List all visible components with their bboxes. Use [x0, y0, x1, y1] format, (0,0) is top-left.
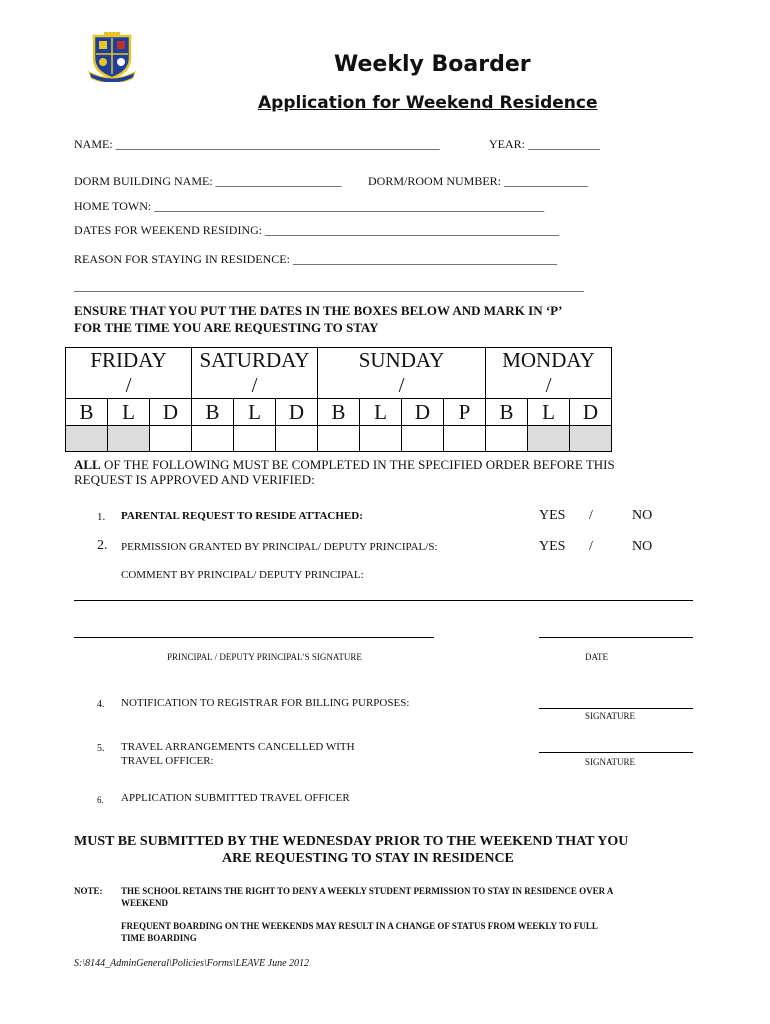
- date-box-monday[interactable]: /: [486, 373, 612, 399]
- signature-label: SIGNATURE: [585, 711, 636, 721]
- mark-box[interactable]: [192, 426, 234, 452]
- yes-no-separator: /: [589, 539, 593, 554]
- file-path: S:\8144_AdminGeneral\Policies\Forms\LEAVE June 2012: [74, 958, 310, 969]
- date-box-friday[interactable]: /: [66, 373, 192, 399]
- day-saturday: SATURDAY: [192, 348, 318, 374]
- year-field[interactable]: YEAR: ____________: [489, 137, 600, 151]
- meal-label: D: [150, 399, 192, 426]
- day-friday: FRIDAY: [66, 348, 192, 374]
- note-2-line-1: FREQUENT BOARDING ON THE WEEKENDS MAY RESULT IN A CHANGE OF STATUS FROM WEEKLY TO FULL: [121, 921, 598, 931]
- meal-label: L: [234, 399, 276, 426]
- mark-box[interactable]: [528, 426, 570, 452]
- weekend-schedule-table: [65, 347, 612, 452]
- dates-field[interactable]: DATES FOR WEEKEND RESIDING: _________________________________________________: [74, 223, 560, 237]
- mark-box[interactable]: [444, 426, 486, 452]
- instruction-line-1: ENSURE THAT YOU PUT THE DATES IN THE BOXES BELOW AND MARK IN ‘P’: [74, 303, 563, 318]
- mark-box[interactable]: [360, 426, 402, 452]
- requirements-intro-rest: OF THE FOLLOWING MUST BE COMPLETED IN THE SPECIFIED ORDER BEFORE THIS: [100, 457, 615, 472]
- mark-box[interactable]: [402, 426, 444, 452]
- yes-option[interactable]: YES: [539, 539, 566, 554]
- mark-box[interactable]: [318, 426, 360, 452]
- mark-box[interactable]: [276, 426, 318, 452]
- meal-label: B: [192, 399, 234, 426]
- yes-option[interactable]: YES: [539, 508, 566, 523]
- mark-box[interactable]: [570, 426, 612, 452]
- note-1-line-1: THE SCHOOL RETAINS THE RIGHT TO DENY A WEEKLY STUDENT PERMISSION TO STAY IN RESIDENCE OVER A: [121, 886, 614, 896]
- form-title: Weekly Boarder: [334, 52, 531, 77]
- mark-box[interactable]: [486, 426, 528, 452]
- school-crest-logo: [86, 32, 138, 82]
- item-travel-cancelled-line-2: TRAVEL OFFICER:: [121, 755, 214, 767]
- name-field[interactable]: NAME: ______________________________________________________: [74, 137, 440, 151]
- meal-label: B: [66, 399, 108, 426]
- item-travel-cancelled-line-1: TRAVEL ARRANGEMENTS CANCELLED WITH: [121, 741, 355, 753]
- item-number: 6.: [97, 795, 104, 805]
- principal-signature-line[interactable]: [74, 637, 434, 638]
- note-label: NOTE:: [74, 886, 103, 896]
- note-2-line-2: TIME BOARDING: [121, 933, 197, 943]
- meal-label: L: [108, 399, 150, 426]
- date-box-sunday[interactable]: /: [318, 373, 486, 399]
- reason-extra-line[interactable]: _____________________________________________________________________________________: [74, 279, 584, 293]
- item-application-submitted: APPLICATION SUBMITTED TRAVEL OFFICER: [121, 792, 350, 804]
- item-number: 5.: [97, 743, 105, 754]
- day-monday: MONDAY: [486, 348, 612, 374]
- date-label: DATE: [585, 652, 608, 662]
- item-permission-granted: PERMISSION GRANTED BY PRINCIPAL/ DEPUTY PRINCIPAL/S:: [121, 541, 438, 553]
- day-sunday: SUNDAY: [318, 348, 486, 374]
- no-option[interactable]: NO: [632, 539, 653, 554]
- mark-box[interactable]: [66, 426, 108, 452]
- comment-label: COMMENT BY PRINCIPAL/ DEPUTY PRINCIPAL:: [121, 569, 364, 581]
- mark-box[interactable]: [150, 426, 192, 452]
- dorm-room-field[interactable]: DORM/ROOM NUMBER: ______________: [368, 174, 589, 188]
- meal-label: D: [570, 399, 612, 426]
- registrar-signature-line[interactable]: [539, 708, 693, 709]
- item-number: 1.: [97, 511, 106, 523]
- mark-box[interactable]: [234, 426, 276, 452]
- deadline-line-2: ARE REQUESTING TO STAY IN RESIDENCE: [222, 851, 514, 866]
- item-registrar-notification: NOTIFICATION TO REGISTRAR FOR BILLING PURPOSES:: [121, 697, 410, 709]
- requirements-intro-line-1: [74, 457, 615, 473]
- note-1-line-2: WEEKEND: [121, 898, 169, 908]
- dorm-building-field[interactable]: DORM BUILDING NAME: _____________________: [74, 174, 342, 188]
- principal-signature-label: PRINCIPAL / DEPUTY PRINCIPAL’S SIGNATURE: [167, 652, 362, 662]
- principal-date-line[interactable]: [539, 637, 693, 638]
- deadline-line-1: MUST BE SUBMITTED BY THE WEDNESDAY PRIOR TO THE WEEKEND THAT YOU: [74, 834, 629, 849]
- travel-signature-line[interactable]: [539, 752, 693, 753]
- meal-label: B: [486, 399, 528, 426]
- requirements-intro-bold: ALL: [74, 457, 101, 472]
- meal-label: D: [402, 399, 444, 426]
- home-town-field[interactable]: HOME TOWN: _________________________________________________________________: [74, 199, 545, 213]
- item-number: 2.: [97, 538, 108, 553]
- item-number: 4.: [97, 699, 105, 710]
- meal-label: L: [360, 399, 402, 426]
- meal-label: L: [528, 399, 570, 426]
- instruction-line-2: FOR THE TIME YOU ARE REQUESTING TO STAY: [74, 320, 379, 335]
- meal-label: B: [318, 399, 360, 426]
- yes-no-separator: /: [589, 508, 593, 523]
- no-option[interactable]: NO: [632, 508, 653, 523]
- meal-label: D: [276, 399, 318, 426]
- item-parental-request: PARENTAL REQUEST TO RESIDE ATTACHED:: [121, 510, 363, 522]
- mark-box[interactable]: [108, 426, 150, 452]
- signature-label: SIGNATURE: [585, 757, 636, 767]
- form-subtitle: Application for Weekend Residence: [258, 93, 598, 113]
- reason-field[interactable]: REASON FOR STAYING IN RESIDENCE: ____________________________________________: [74, 252, 557, 266]
- requirements-intro-line-2: REQUEST IS APPROVED AND VERIFIED:: [74, 472, 315, 487]
- meal-label: P: [444, 399, 486, 426]
- date-box-saturday[interactable]: /: [192, 373, 318, 399]
- comment-line[interactable]: [74, 600, 693, 601]
